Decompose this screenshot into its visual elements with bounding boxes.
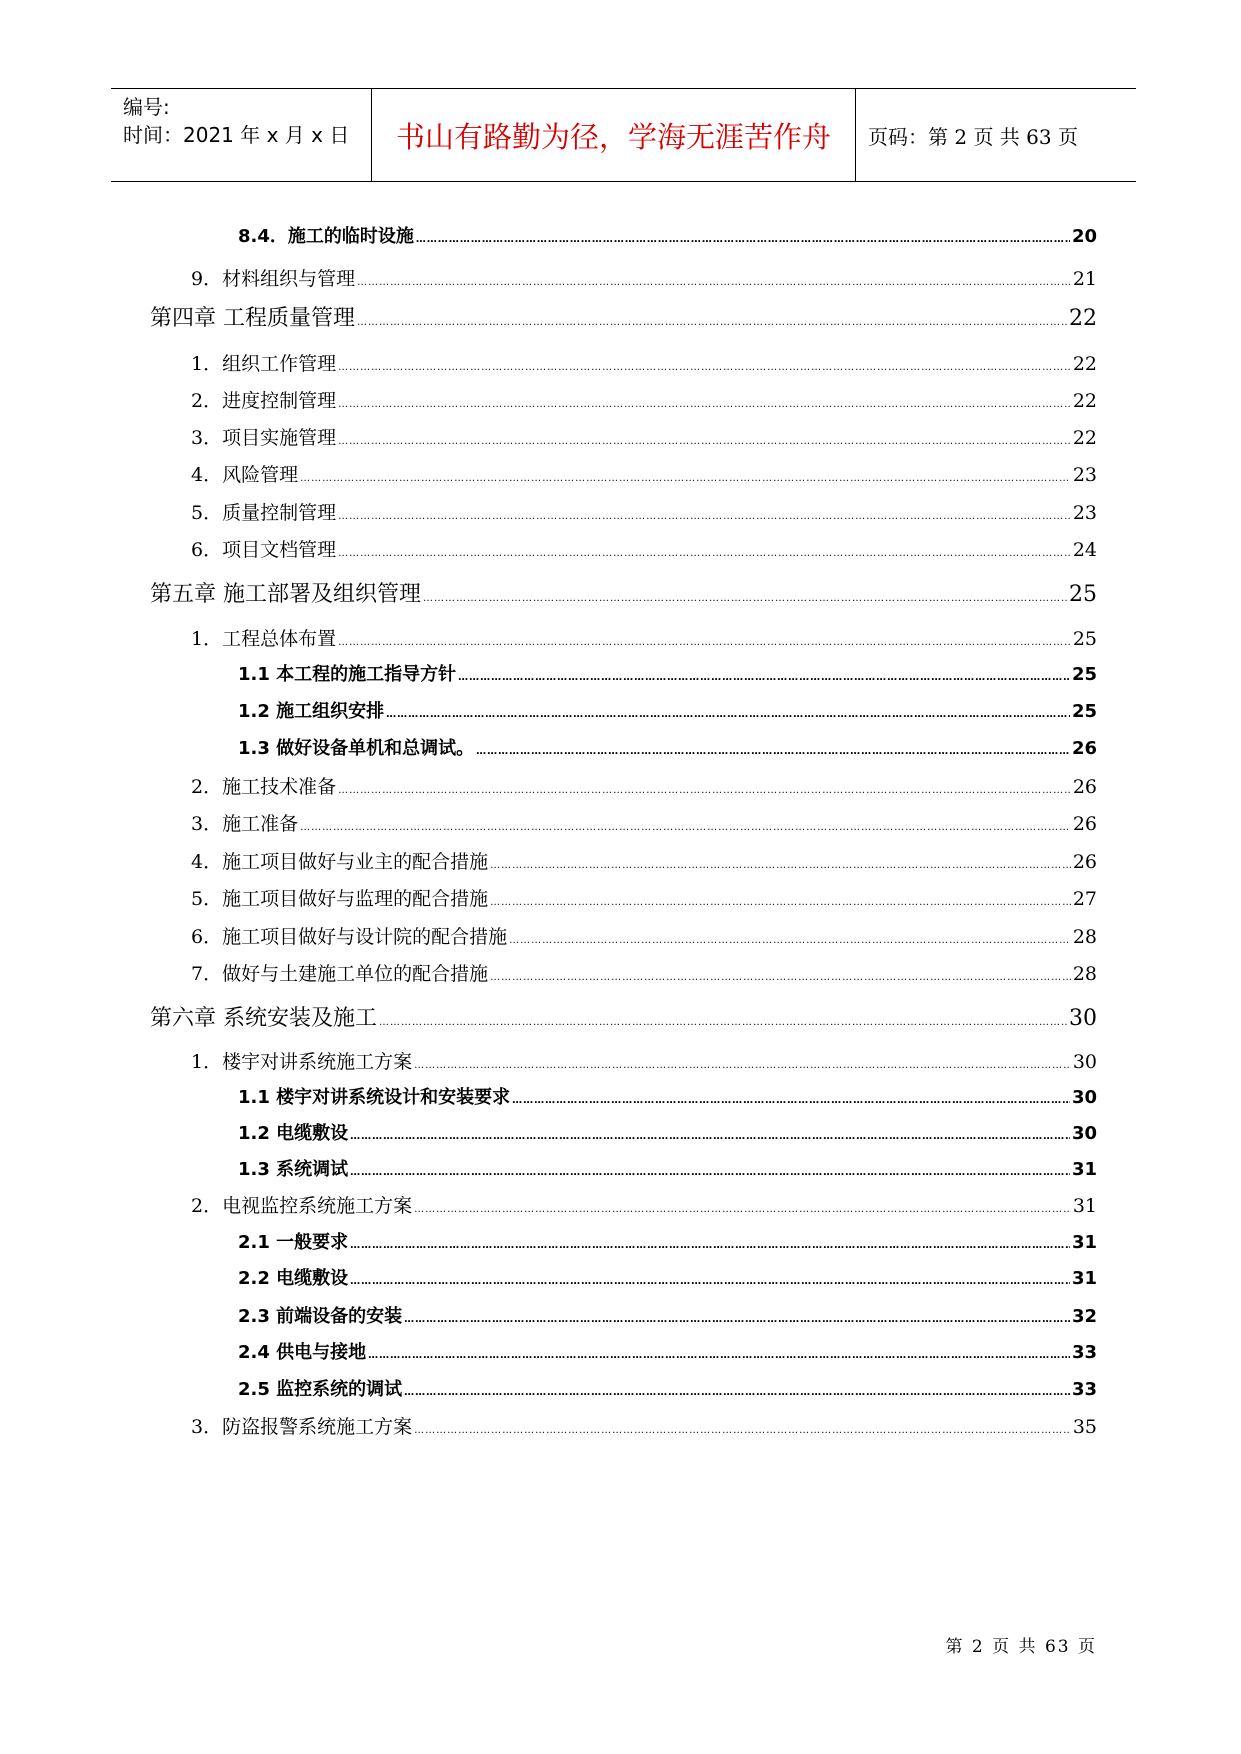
- toc-dot-leader: [338, 539, 1071, 561]
- toc-entry-title: 2.4 供电与接地: [238, 1342, 367, 1363]
- toc-dot-leader: [350, 1123, 1070, 1144]
- toc-entry[interactable]: [238, 1375, 1097, 1401]
- toc-entry[interactable]: [191, 386, 1097, 413]
- header-meta: [111, 89, 372, 181]
- toc-entry-page: 26: [1071, 738, 1097, 759]
- toc-entry-page: 28: [1072, 963, 1097, 985]
- toc-dot-leader: [350, 1232, 1070, 1253]
- toc-entry-title: 2.3 前端设备的安装: [238, 1306, 403, 1327]
- toc-entry-page: 27: [1072, 888, 1097, 910]
- toc-entry[interactable]: [191, 847, 1097, 874]
- toc-entry-title: 3．施工准备: [191, 813, 299, 835]
- toc-entry[interactable]: [191, 884, 1097, 911]
- toc-entry-title: 2.1 一般要求: [238, 1232, 349, 1253]
- header-page-info: 页码：第 2 页 共 63 页: [868, 124, 1078, 149]
- toc-entry-page: 32: [1071, 1306, 1097, 1327]
- toc-entry-title: 1.2 电缆敷设: [238, 1123, 349, 1144]
- toc-entry-page: 23: [1072, 464, 1097, 486]
- toc-entry-title: 1．工程总体布置: [191, 628, 337, 650]
- toc-dot-leader: [512, 1087, 1070, 1108]
- toc-dot-leader: [338, 776, 1071, 798]
- toc-entry-page: 33: [1071, 1379, 1097, 1400]
- toc-entry-page: 22: [1069, 306, 1097, 331]
- toc-entry[interactable]: [238, 1264, 1097, 1290]
- toc-dot-leader: [509, 926, 1071, 948]
- toc-entry[interactable]: [191, 1191, 1097, 1218]
- toc-entry-title: 9．材料组织与管理: [191, 268, 356, 290]
- toc-entry-page: 22: [1072, 353, 1097, 375]
- toc-dot-leader: [300, 464, 1071, 486]
- toc-entry-page: 31: [1071, 1268, 1097, 1289]
- toc-dot-leader: [404, 1306, 1070, 1327]
- document-number-label: 编号:: [123, 95, 170, 119]
- toc-entry-title: 1.1 楼宇对讲系统设计和安装要求: [238, 1087, 511, 1108]
- toc-entry-page: 26: [1072, 776, 1097, 798]
- toc-entry-title: 4．风险管理: [191, 464, 299, 486]
- toc-entry-title: 2．进度控制管理: [191, 390, 337, 412]
- toc-entry-title: 5．施工项目做好与监理的配合措施: [191, 888, 489, 910]
- page-header: [111, 88, 1136, 182]
- toc-entry-title: 1.3 系统调试: [238, 1159, 349, 1180]
- toc-entry-page: 22: [1072, 390, 1097, 412]
- toc-dot-leader: [300, 813, 1071, 835]
- toc-entry-title: 4．施工项目做好与业主的配合措施: [191, 851, 489, 873]
- toc-dot-leader: [458, 664, 1070, 685]
- toc-entry-page: 35: [1072, 1416, 1097, 1438]
- toc-entry-title: 8.4．施工的临时设施: [238, 226, 414, 247]
- toc-entry[interactable]: [191, 423, 1097, 450]
- toc-dot-leader: [368, 1342, 1070, 1363]
- toc-entry-page: 26: [1072, 813, 1097, 835]
- toc-entry[interactable]: [238, 660, 1097, 686]
- toc-entry-title: 1.2 施工组织安排: [238, 701, 385, 722]
- toc-entry-page: 25: [1071, 701, 1097, 722]
- toc-dot-leader: [490, 888, 1071, 910]
- page-footer: 第 2 页 共 63 页: [945, 1637, 1097, 1657]
- toc-dot-leader: [357, 268, 1071, 290]
- header-motto: 书山有路勤为径，学海无涯苦作舟: [372, 89, 856, 181]
- toc-dot-leader: [414, 1195, 1071, 1217]
- toc-entry[interactable]: [191, 460, 1097, 487]
- toc-dot-leader: [350, 1268, 1070, 1289]
- toc-entry-title: 2．电视监控系统施工方案: [191, 1195, 413, 1217]
- toc-dot-leader: [416, 226, 1070, 247]
- toc-entry-page: 25: [1072, 628, 1097, 650]
- toc-dot-leader: [490, 851, 1071, 873]
- toc-entry[interactable]: [238, 1302, 1097, 1328]
- toc-entry-page: 25: [1069, 582, 1097, 607]
- toc-entry-page: 21: [1072, 268, 1097, 290]
- toc-entry-title: 6．项目文档管理: [191, 539, 337, 561]
- document-time: 时间：2021 年 x 月 x 日: [123, 123, 350, 147]
- toc-entry[interactable]: [191, 264, 1097, 291]
- toc-entry-title: 7．做好与土建施工单位的配合措施: [191, 963, 489, 985]
- toc-entry-title: 2.2 电缆敷设: [238, 1268, 349, 1289]
- toc-dot-leader: [350, 1159, 1070, 1180]
- toc-entry-title: 第六章 系统安装及施工: [150, 1006, 377, 1031]
- toc-dot-leader: [404, 1379, 1070, 1400]
- toc-entry[interactable]: [238, 1155, 1097, 1181]
- toc-entry-page: 25: [1071, 664, 1097, 685]
- toc-entry[interactable]: [150, 301, 1097, 332]
- toc-dot-leader: [386, 701, 1070, 722]
- toc-entry-page: 33: [1071, 1342, 1097, 1363]
- toc-entry[interactable]: [238, 1119, 1097, 1145]
- toc-entry-title: 第五章 施工部署及组织管理: [150, 582, 421, 607]
- toc-entry[interactable]: [191, 498, 1097, 525]
- toc-entry[interactable]: [191, 1047, 1097, 1074]
- toc-entry[interactable]: [238, 1083, 1097, 1109]
- toc-entry-title: 1．组织工作管理: [191, 353, 337, 375]
- toc-entry[interactable]: [238, 1338, 1097, 1364]
- toc-entry[interactable]: [191, 772, 1097, 799]
- toc-dot-leader: [338, 353, 1071, 375]
- toc-entry-page: 30: [1069, 1006, 1097, 1031]
- toc-entry-title: 2.5 监控系统的调试: [238, 1379, 403, 1400]
- toc-entry[interactable]: [191, 959, 1097, 986]
- toc-entry-page: 31: [1072, 1195, 1097, 1217]
- toc-dot-leader: [338, 390, 1071, 412]
- toc-entry[interactable]: [191, 535, 1097, 562]
- toc-entry[interactable]: [191, 1412, 1097, 1439]
- toc-entry-title: 1．楼宇对讲系统施工方案: [191, 1051, 413, 1073]
- toc-entry[interactable]: [191, 624, 1097, 651]
- toc-entry-title: 1.3 做好设备单机和总调试。: [238, 738, 475, 759]
- toc-dot-leader: [414, 1416, 1071, 1438]
- toc-entry[interactable]: [191, 349, 1097, 376]
- toc-dot-leader: [357, 306, 1067, 331]
- toc-entry-page: 30: [1071, 1087, 1097, 1108]
- toc-entry-page: 30: [1071, 1123, 1097, 1144]
- toc-entry-page: 20: [1071, 226, 1097, 247]
- toc-dot-leader: [490, 963, 1071, 985]
- toc-dot-leader: [414, 1051, 1071, 1073]
- toc-entry[interactable]: [238, 697, 1097, 723]
- toc-entry-title: 5．质量控制管理: [191, 502, 337, 524]
- toc-entry[interactable]: [238, 734, 1097, 760]
- toc-entry[interactable]: [238, 222, 1097, 248]
- toc-dot-leader: [379, 1006, 1067, 1031]
- toc-entry[interactable]: [238, 1228, 1097, 1254]
- toc-entry-page: 24: [1072, 539, 1097, 561]
- toc-entry-title: 3．项目实施管理: [191, 427, 337, 449]
- toc-entry-title: 6．施工项目做好与设计院的配合措施: [191, 926, 508, 948]
- toc-entry-page: 31: [1071, 1159, 1097, 1180]
- toc-entry-title: 1.1 本工程的施工指导方针: [238, 664, 457, 685]
- toc-dot-leader: [338, 502, 1071, 524]
- toc-entry[interactable]: [191, 922, 1097, 949]
- toc-entry[interactable]: [150, 577, 1097, 608]
- toc-entry-title: 2．施工技术准备: [191, 776, 337, 798]
- toc-entry-page: 31: [1071, 1232, 1097, 1253]
- toc-dot-leader: [476, 738, 1070, 759]
- toc-entry-page: 26: [1072, 851, 1097, 873]
- toc-entry-page: 30: [1072, 1051, 1097, 1073]
- toc-dot-leader: [423, 582, 1067, 607]
- toc-entry-title: 第四章 工程质量管理: [150, 306, 355, 331]
- toc-entry[interactable]: [150, 1001, 1097, 1032]
- toc-entry[interactable]: [191, 809, 1097, 836]
- toc-entry-page: 22: [1072, 427, 1097, 449]
- toc-dot-leader: [338, 628, 1071, 650]
- toc-entry-page: 28: [1072, 926, 1097, 948]
- toc-entry-page: 23: [1072, 502, 1097, 524]
- toc-entry-title: 3．防盗报警系统施工方案: [191, 1416, 413, 1438]
- toc-dot-leader: [338, 427, 1071, 449]
